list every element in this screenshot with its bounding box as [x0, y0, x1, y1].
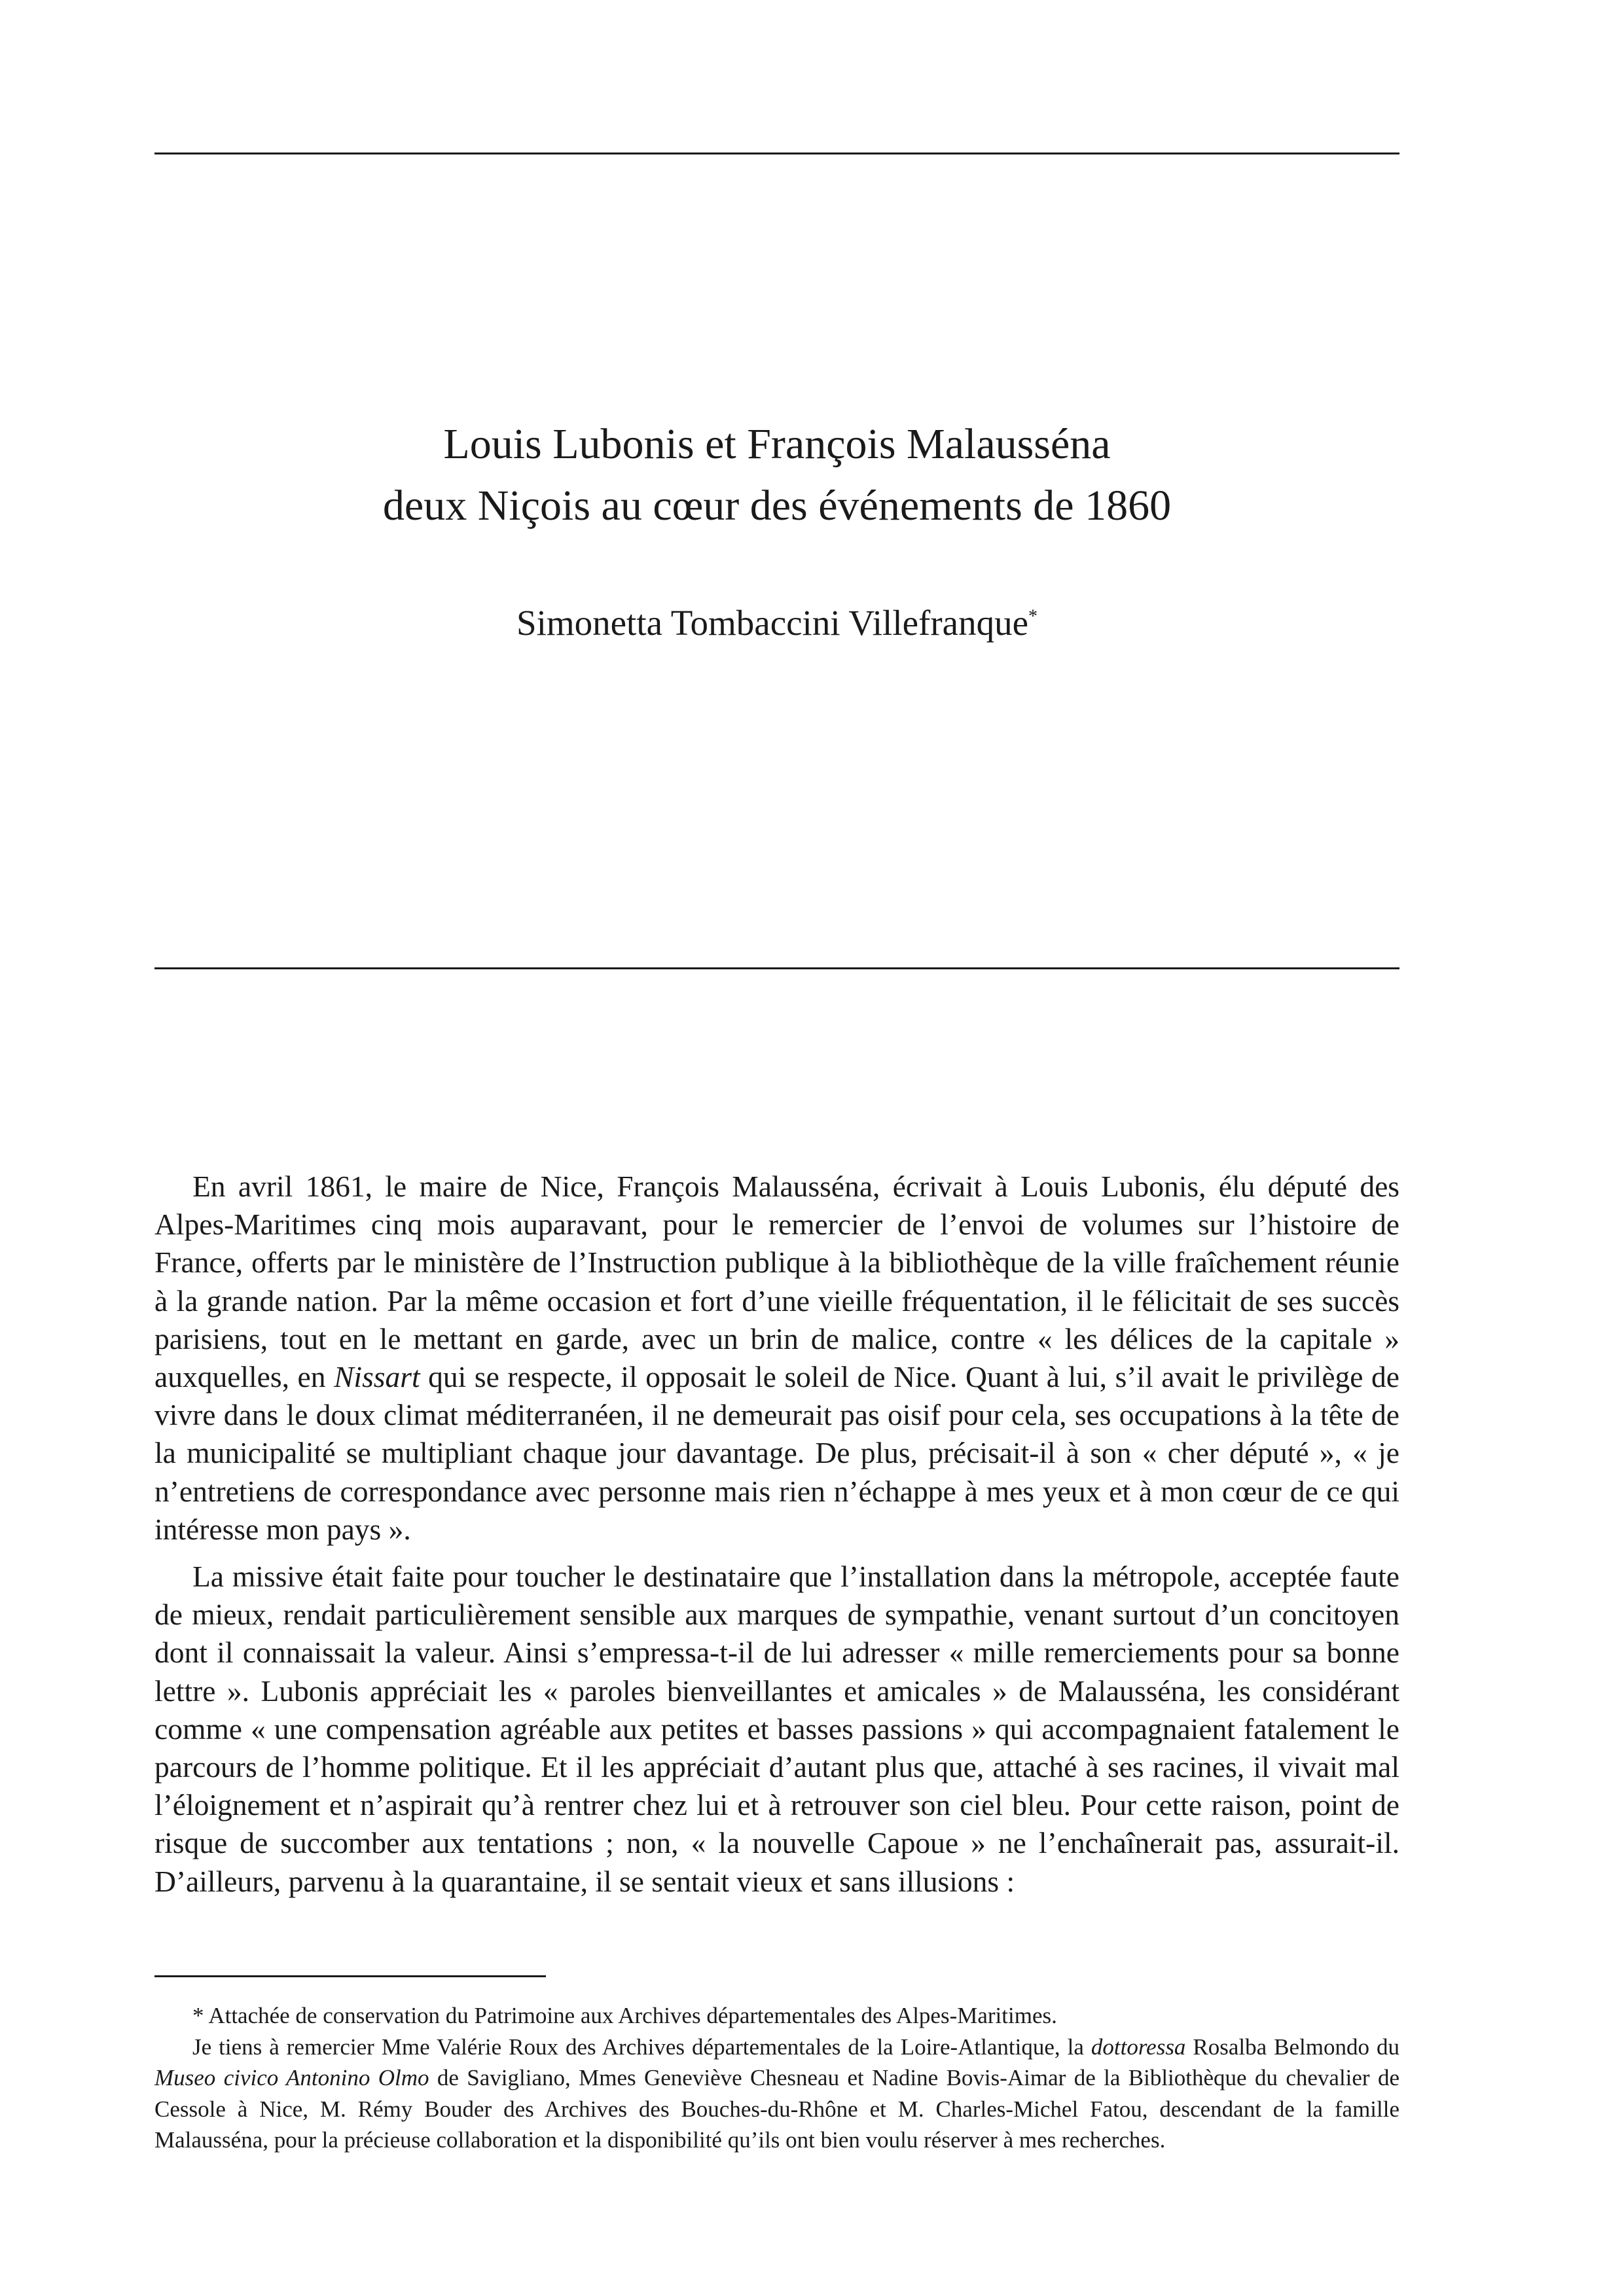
title-bottom-rule [154, 967, 1399, 969]
top-rule [154, 152, 1399, 154]
footnote-2-italic-museo: Museo civico Antonino Olmo [154, 2065, 429, 2090]
footnote-1: * Attachée de conservation du Patrimoine aux Archives départementales des Alpes-Maritimes. [192, 2003, 1057, 2028]
footnote-2-part-b: Rosalba Belmondo du [1185, 2034, 1400, 2060]
title-line-2: deux Niçois au cœur des événements de 1860 [382, 482, 1172, 529]
paragraph-1-part-a: En avril 1861, le maire de Nice, François Malausséna, écrivait à Louis Lubonis, élu député des Alpes-Maritimes cinq mois auparavant, pour le remercier de l’envoi de volumes sur l’histoire de France, offerts par le ministère de l’Instruction publique à la bibliothèque de la ville fraîchement réunie à la grande nation. Par la même occasion et fort d’une vieille fréquentation, il le félicitait de ses succès parisiens, tout en le mettant en garde, avec un brin de malice, contre « les délices de la capitale » auxquelles, en [154, 1170, 1399, 1394]
author-text: Simonetta Tombaccini Villefranque [516, 603, 1028, 643]
title-line-1: Louis Lubonis et François Malausséna [443, 420, 1111, 468]
paragraph-2: La missive était faite pour toucher le destinataire que l’installation dans la métropole, acceptée faute de mieux, rendait particulièrement sensible aux marques de sympathie, venant surtout d’un concitoyen dont il connaissait la valeur. Ainsi s’empressa-t-il de lui adresser « mille remerciements pour sa bonne lettre ». Lubonis appréciait les « paroles bienveillantes et amicales » de Malausséna, les considérant comme « une compensation agréable aux petites et basses passions » qui accompagnaient fatalement le parcours de l’homme politique. Et il les appréciait d’autant plus que, attaché à ses racines, il vivait mal l’éloignement et n’aspirait qu’à rentrer chez lui et à retrouver son ciel bleu. Pour cette raison, point de risque de succomber aux tentations ; non, « la nouvelle Capoue » ne l’enchaînerait pas, assurait-il. D’ailleurs, parvenu à la quarantaine, il se sentait vieux et sans illusions : [154, 1560, 1399, 1898]
footnote-separator [154, 1975, 546, 1977]
footnote-2 [154, 2032, 1399, 2156]
footnotes [154, 2000, 1399, 2156]
paragraph-1-part-b: qui se respecte, il opposait le soleil de Nice. Quant à lui, s’il avait le privilège de vivre dans le doux climat méditerranéen, il ne demeurait pas oisif pour cela, ses occupations à la tête de la municipalité se multipliant chaque jour davantage. De plus, précisait-il à son « cher député », « je n’entretiens de correspondance avec personne mais rien n’échappe à mes yeux et à mon cœur de ce qui intéresse mon pays ». [154, 1360, 1399, 1546]
article-body [154, 1168, 1399, 1910]
author-name [154, 597, 1399, 649]
footnote-2-part-c: de Savigliano, Mmes Geneviève Chesneau et Nadine Bovis-Aimar de la Bibliothèque du chevalier de Cessole à Nice, M. Rémy Bouder des Archives des Bouches-du-Rhône et M. Charles-Michel Fatou, descendant de la famille Malausséna, pour la précieuse collaboration et la disponibilité qu’ils ont bien voulu réserver à mes recherches. [154, 2065, 1399, 2153]
paragraph-1 [154, 1168, 1399, 1549]
article-title [154, 414, 1399, 537]
footnote-2-part-a: Je tiens à remercier Mme Valérie Roux des Archives départementales de la Loire-Atlantique, la [192, 2034, 1091, 2060]
author-footnote-mark: * [1028, 606, 1038, 627]
footnote-2-italic-dottoressa: dottoressa [1091, 2034, 1186, 2060]
paragraph-1-italic-nissart: Nissart [334, 1360, 420, 1394]
